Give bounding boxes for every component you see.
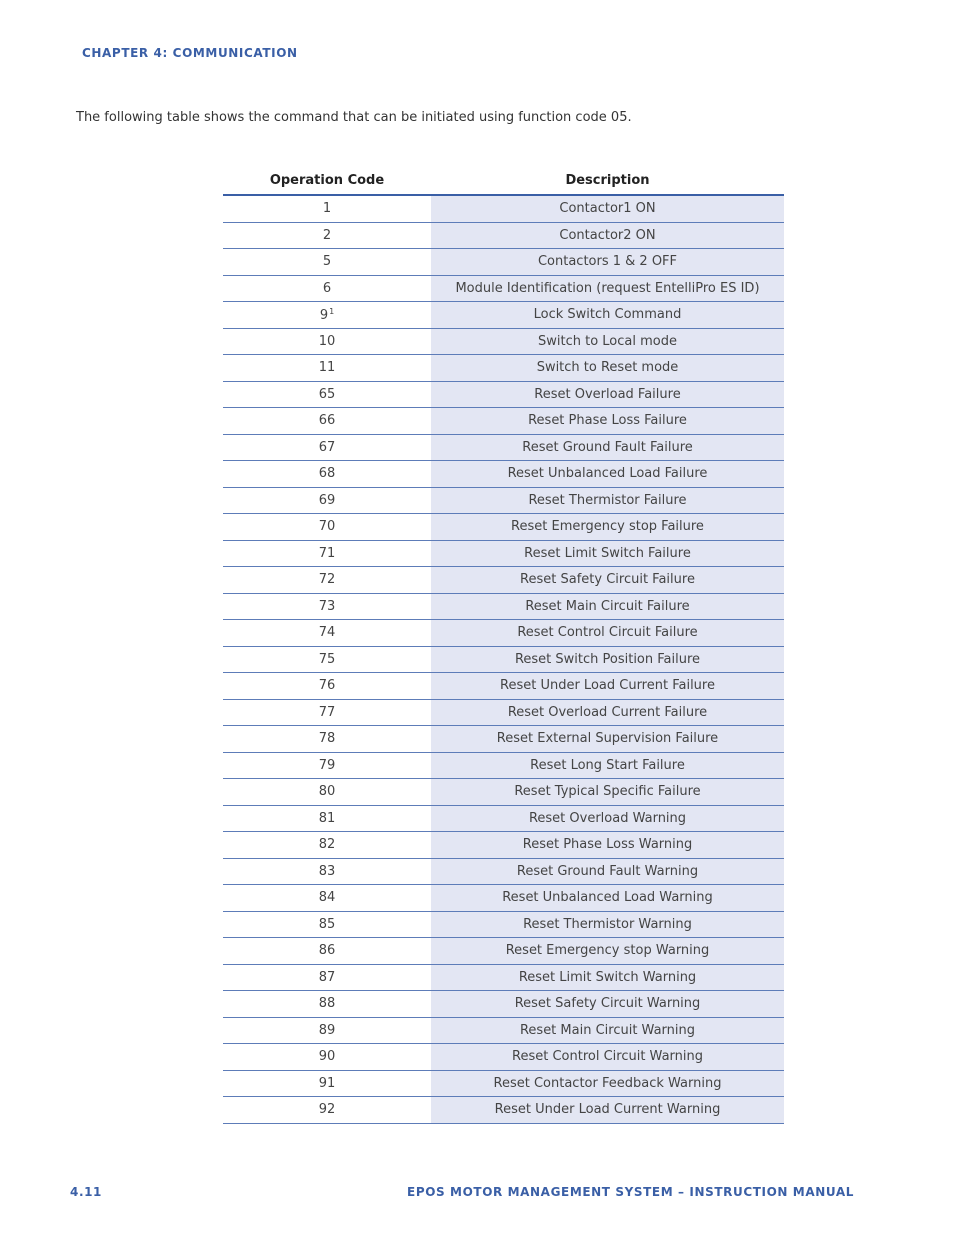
- table-row: [223, 964, 784, 991]
- table-row: [223, 355, 784, 382]
- description-cell: Switch to Local mode: [431, 328, 784, 355]
- operation-code-cell: [223, 302, 431, 329]
- operation-code-value: 87: [318, 969, 336, 985]
- operation-code-value: 65: [318, 386, 336, 402]
- table-row: [223, 408, 784, 435]
- description-cell: Reset Typical Specific Failure: [431, 779, 784, 806]
- operation-code-cell: [223, 673, 431, 700]
- table-row: [223, 328, 784, 355]
- table-row: [223, 885, 784, 912]
- operation-code-value: 11: [318, 360, 336, 376]
- page-number: 4.11: [70, 1185, 103, 1199]
- table-row: [223, 222, 784, 249]
- description-cell: Reset Limit Switch Failure: [431, 540, 784, 567]
- table-row: [223, 911, 784, 938]
- description-cell: Reset Unbalanced Load Warning: [431, 885, 784, 912]
- description-cell: Reset Under Load Current Failure: [431, 673, 784, 700]
- table-row: [223, 1017, 784, 1044]
- operation-code-value: 92: [318, 1102, 336, 1118]
- table-row: [223, 620, 784, 647]
- operation-code-cell: [223, 1017, 431, 1044]
- table-row: [223, 381, 784, 408]
- table-row: [223, 434, 784, 461]
- description-cell: Reset Ground Fault Failure: [431, 434, 784, 461]
- operation-code-value: 67: [318, 439, 336, 455]
- operation-code-value: 75: [318, 651, 336, 667]
- description-cell: Reset Safety Circuit Warning: [431, 991, 784, 1018]
- table-body: [223, 195, 784, 1123]
- description-cell: Reset Thermistor Warning: [431, 911, 784, 938]
- table-row: [223, 302, 784, 329]
- operation-code-cell: [223, 726, 431, 753]
- description-cell: Reset Unbalanced Load Failure: [431, 461, 784, 488]
- description-cell: Reset Control Circuit Failure: [431, 620, 784, 647]
- table-row: [223, 938, 784, 965]
- operation-code-cell: [223, 487, 431, 514]
- description-cell: Contactors 1 & 2 OFF: [431, 249, 784, 276]
- operation-code-value: 79: [318, 757, 336, 773]
- description-cell: Reset Ground Fault Warning: [431, 858, 784, 885]
- operation-code-value: 81: [318, 810, 336, 826]
- operation-code-value: 6: [322, 280, 332, 296]
- description-cell: Contactor1 ON: [431, 195, 784, 222]
- description-cell: Reset Contactor Feedback Warning: [431, 1070, 784, 1097]
- operation-code-cell: [223, 1097, 431, 1124]
- operation-code-cell: [223, 461, 431, 488]
- table-row: [223, 699, 784, 726]
- operation-code-cell: [223, 991, 431, 1018]
- operation-code-cell: [223, 275, 431, 302]
- operation-code-cell: [223, 408, 431, 435]
- operation-code-cell: [223, 195, 431, 222]
- operation-code-value: 71: [318, 545, 336, 561]
- operation-code-cell: [223, 620, 431, 647]
- operation-code-cell: [223, 540, 431, 567]
- operation-code-cell: [223, 381, 431, 408]
- description-cell: Reset Thermistor Failure: [431, 487, 784, 514]
- operation-code-value: 74: [318, 625, 336, 641]
- description-cell: Reset External Supervision Failure: [431, 726, 784, 753]
- operation-code-cell: [223, 222, 431, 249]
- operation-code-value: 88: [318, 996, 336, 1012]
- operation-code-cell: [223, 779, 431, 806]
- operation-code-value: 89: [318, 1022, 336, 1038]
- operation-code-value: 68: [318, 466, 336, 482]
- operation-code-table: [223, 166, 784, 1124]
- operation-code-cell: [223, 911, 431, 938]
- operation-code-cell: [223, 328, 431, 355]
- operation-code-value: 69: [318, 492, 336, 508]
- operation-code-cell: [223, 1070, 431, 1097]
- table-row: [223, 832, 784, 859]
- description-cell: Module Identification (request EntelliPro ES ID): [431, 275, 784, 302]
- operation-code-cell: [223, 699, 431, 726]
- description-cell: Reset Control Circuit Warning: [431, 1044, 784, 1071]
- operation-code-value: 2: [322, 227, 332, 243]
- description-cell: Reset Limit Switch Warning: [431, 964, 784, 991]
- operation-code-cell: [223, 249, 431, 276]
- table-row: [223, 726, 784, 753]
- footnote-marker: 1: [329, 306, 335, 316]
- description-cell: Reset Phase Loss Warning: [431, 832, 784, 859]
- description-cell: Reset Emergency stop Warning: [431, 938, 784, 965]
- description-cell: Contactor2 ON: [431, 222, 784, 249]
- operation-code-value: 77: [318, 704, 336, 720]
- operation-code-cell: [223, 964, 431, 991]
- operation-code-cell: [223, 885, 431, 912]
- operation-code-cell: [223, 434, 431, 461]
- operation-code-value: 91: [318, 1075, 336, 1091]
- operation-code-value: 66: [318, 413, 336, 429]
- operation-code-cell: [223, 805, 431, 832]
- description-cell: Reset Emergency stop Failure: [431, 514, 784, 541]
- table-row: [223, 673, 784, 700]
- operation-code-value: 83: [318, 863, 336, 879]
- description-cell: Reset Main Circuit Failure: [431, 593, 784, 620]
- operation-code-value: 86: [318, 943, 336, 959]
- table-row: [223, 195, 784, 222]
- description-cell: Reset Under Load Current Warning: [431, 1097, 784, 1124]
- operation-code-cell: [223, 832, 431, 859]
- table-header-row: [223, 166, 784, 195]
- operation-code-cell: [223, 567, 431, 594]
- table-row: [223, 249, 784, 276]
- operation-code-cell: [223, 355, 431, 382]
- table-row: [223, 752, 784, 779]
- description-cell: Switch to Reset mode: [431, 355, 784, 382]
- table-row: [223, 646, 784, 673]
- description-cell: Reset Safety Circuit Failure: [431, 567, 784, 594]
- operation-code-value: 82: [318, 837, 336, 853]
- operation-code-value: 10: [318, 333, 336, 349]
- operation-code-value: 9: [319, 307, 329, 323]
- description-cell: Reset Overload Current Failure: [431, 699, 784, 726]
- operation-code-value: 90: [318, 1049, 336, 1065]
- description-cell: Reset Phase Loss Failure: [431, 408, 784, 435]
- table-row: [223, 1044, 784, 1071]
- operation-code-cell: [223, 593, 431, 620]
- table-row: [223, 858, 784, 885]
- table-row: [223, 991, 784, 1018]
- operation-code-value: 80: [318, 784, 336, 800]
- operation-code-value: 70: [318, 519, 336, 535]
- table-row: [223, 593, 784, 620]
- table-row: [223, 275, 784, 302]
- manual-title: EPOS MOTOR MANAGEMENT SYSTEM – INSTRUCTION MANUAL: [407, 1185, 854, 1199]
- description-cell: Reset Overload Failure: [431, 381, 784, 408]
- chapter-header: CHAPTER 4: COMMUNICATION: [82, 46, 298, 60]
- table-row: [223, 1097, 784, 1124]
- operation-code-value: 73: [318, 598, 336, 614]
- operation-code-value: 72: [318, 572, 336, 588]
- operation-code-value: 76: [318, 678, 336, 694]
- column-header-operation-code: Operation Code: [223, 166, 431, 195]
- table-row: [223, 1070, 784, 1097]
- operation-code-cell: [223, 938, 431, 965]
- description-cell: Lock Switch Command: [431, 302, 784, 329]
- description-cell: Reset Switch Position Failure: [431, 646, 784, 673]
- operation-code-value: 1: [322, 201, 332, 217]
- table-row: [223, 540, 784, 567]
- table-row: [223, 487, 784, 514]
- description-cell: Reset Overload Warning: [431, 805, 784, 832]
- operation-code-cell: [223, 646, 431, 673]
- operation-code-cell: [223, 752, 431, 779]
- description-cell: Reset Main Circuit Warning: [431, 1017, 784, 1044]
- operation-code-cell: [223, 1044, 431, 1071]
- operation-code-value: 78: [318, 731, 336, 747]
- operation-code-cell: [223, 514, 431, 541]
- table-row: [223, 779, 784, 806]
- table-row: [223, 461, 784, 488]
- column-header-description: Description: [431, 166, 784, 195]
- table-row: [223, 514, 784, 541]
- table-row: [223, 567, 784, 594]
- intro-paragraph: The following table shows the command that can be initiated using function code 05.: [76, 110, 632, 125]
- operation-code-value: 85: [318, 916, 336, 932]
- operation-code-value: 5: [322, 254, 332, 270]
- operation-code-value: 84: [318, 890, 336, 906]
- description-cell: Reset Long Start Failure: [431, 752, 784, 779]
- table-row: [223, 805, 784, 832]
- operation-code-cell: [223, 858, 431, 885]
